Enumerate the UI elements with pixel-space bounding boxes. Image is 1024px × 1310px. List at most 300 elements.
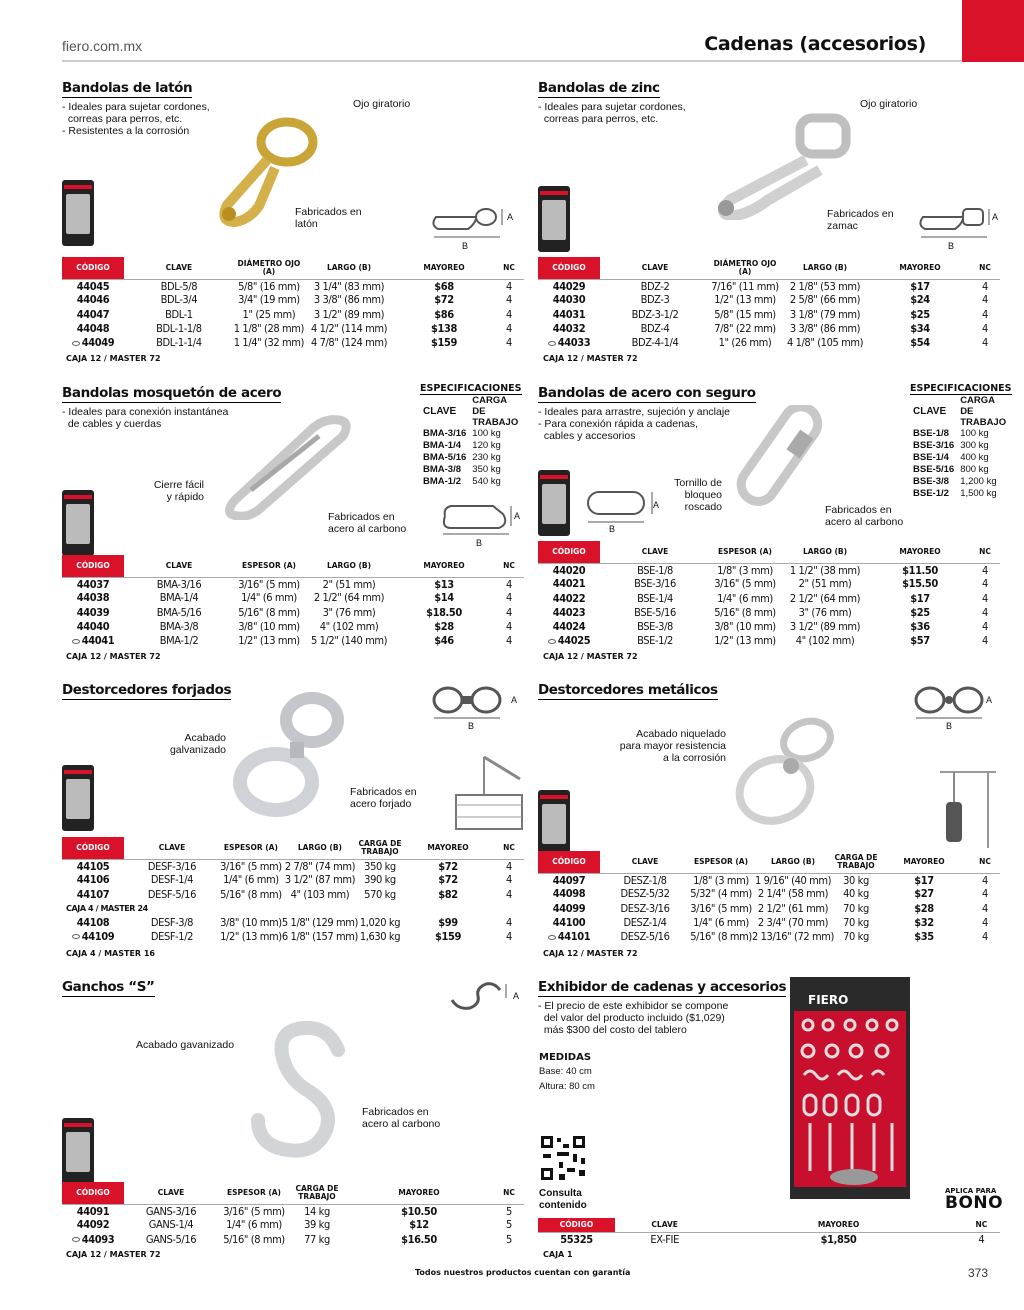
- table-cell: DESZ-5/32: [620, 887, 670, 901]
- text: Ideales para conexión instantánea: [68, 406, 229, 418]
- col-codigo: CÓDIGO: [538, 1218, 615, 1232]
- table-cell: 3" (76 mm): [322, 605, 376, 619]
- bono-caption: APLICA PARA: [945, 1187, 997, 1195]
- col-largo: LARGO (B): [297, 842, 342, 852]
- table-cell: 1/2" (13 mm): [220, 929, 282, 943]
- table-cell: 5 1/2" (140 mm): [310, 634, 388, 648]
- package-image: [62, 490, 94, 556]
- zinc-snap-image: [710, 110, 860, 220]
- table-cell: BMA-5/16: [423, 452, 467, 463]
- table-cell: 4: [506, 929, 512, 943]
- dim-b: B: [462, 241, 469, 251]
- table-cell: BMA-1/2: [159, 634, 199, 648]
- eye-icon[interactable]: [72, 934, 80, 939]
- label-fabricados: Fabricados en latón: [295, 206, 362, 230]
- col-codigo: CÓDIGO: [538, 541, 600, 563]
- table-cell: $17: [878, 873, 970, 887]
- eye-icon[interactable]: [72, 341, 80, 346]
- qr-code-icon[interactable]: [539, 1134, 587, 1182]
- table-cell: 6 1/8" (157 mm): [281, 929, 358, 943]
- table-cell: 4: [494, 577, 524, 591]
- medidas-title: MEDIDAS: [539, 1052, 592, 1063]
- table-cell: 44040: [76, 619, 110, 633]
- table-cell: 3/16" (5 mm): [218, 1204, 290, 1218]
- col-diametro: DIÁMETRO OJO (A): [237, 258, 301, 276]
- table-row[interactable]: [538, 279, 1000, 293]
- table-cell: 1,500 kg: [960, 488, 997, 499]
- table-cell: $32: [914, 915, 934, 929]
- table-cell: $72: [402, 859, 494, 873]
- table-cell: BDL-3/4: [160, 293, 198, 307]
- table-cell: 44092: [76, 1218, 110, 1232]
- col-largo: LARGO (B): [802, 262, 848, 272]
- dimension-diagram: [428, 203, 518, 251]
- table-cell: 390 kg: [364, 873, 396, 887]
- package-image: [538, 470, 570, 536]
- dim-a: A: [986, 695, 993, 705]
- table-cell: 77 kg: [304, 1232, 330, 1246]
- dim-a: A: [514, 511, 521, 521]
- table-cell: 4: [982, 577, 988, 591]
- table-row[interactable]: [62, 915, 524, 929]
- caja-info: CAJA 12 / MASTER 72: [66, 1250, 161, 1259]
- dimension-diagram: [446, 980, 510, 1014]
- text: 44109: [81, 929, 115, 943]
- table-cell: [538, 634, 600, 648]
- table-cell: 4: [982, 930, 988, 944]
- table-cell: 44045: [62, 279, 124, 293]
- table-cell: 2 13/16" (72 mm): [752, 930, 834, 944]
- eye-icon[interactable]: [72, 1237, 80, 1242]
- table-cell: 4: [970, 279, 1000, 293]
- table-cell: 1" (26 mm): [718, 336, 772, 350]
- label-fabricados: Fabricados en acero al carbono: [328, 511, 407, 535]
- table-row[interactable]: [62, 1218, 524, 1232]
- table-cell: DESF-3/8: [150, 915, 194, 929]
- table-cell: 4: [982, 321, 988, 335]
- table-cell: $82: [438, 887, 458, 901]
- table-row[interactable]: [538, 620, 1000, 634]
- table-cell: BMA-1/4: [423, 440, 462, 451]
- table-cell: CARGA DE TRABAJO: [472, 395, 519, 428]
- label-fabricados: Fabricados en acero al carbono: [825, 504, 904, 528]
- caja-info: CAJA 12 / MASTER 72: [66, 354, 161, 363]
- table-cell: 44106: [76, 873, 110, 887]
- table-cell: 44029: [538, 279, 600, 293]
- table-cell: BSE-1/8: [913, 428, 949, 439]
- table-cell: DESF-3/16: [124, 859, 220, 873]
- table-cell: 44023: [552, 605, 586, 619]
- table-cell: 4: [963, 1232, 1000, 1246]
- col-mayoreo: MAYOREO: [903, 856, 945, 866]
- dimension-diagram: [437, 500, 517, 538]
- table-cell: 44037: [62, 577, 124, 591]
- s-hook-image: [228, 1020, 358, 1160]
- table-row[interactable]: [538, 606, 1000, 620]
- col-mayoreo: MAYOREO: [398, 1187, 440, 1197]
- table-row[interactable]: [62, 1232, 524, 1246]
- dimension-diagram: [582, 488, 662, 528]
- table-cell: 2 1/2" (61 mm): [757, 901, 829, 915]
- table-cell: 2 1/2" (64 mm): [313, 591, 385, 605]
- page-title: Cadenas (accesorios): [704, 33, 926, 55]
- table-cell: 3/8" (10 mm): [220, 915, 282, 929]
- dimension-diagram: [912, 684, 996, 724]
- table-cell: 3/4" (19 mm): [238, 293, 300, 307]
- eye-icon[interactable]: [72, 639, 80, 644]
- bono-badge: BONO: [945, 1193, 1004, 1213]
- table-row[interactable]: [538, 563, 1000, 577]
- table-cell: $28: [434, 619, 454, 633]
- table-cell: 44038: [76, 591, 110, 605]
- table-cell: 4: [506, 873, 512, 887]
- table-cell: 70 kg: [843, 915, 869, 929]
- table-cell: $57: [910, 634, 930, 648]
- table-row[interactable]: [538, 322, 1000, 336]
- table-row[interactable]: [62, 577, 524, 591]
- text: 44093: [81, 1232, 115, 1246]
- caja-info: CAJA 1: [543, 1250, 573, 1259]
- table-cell: 1/4" (6 mm): [223, 873, 279, 887]
- page-number: 373: [968, 1266, 989, 1280]
- table-cell: 4 1/8" (105 mm): [786, 336, 864, 350]
- col-mayoreo: MAYOREO: [899, 546, 941, 556]
- col-carga: CARGA DE TRABAJO: [358, 838, 402, 856]
- col-clave: CLAVE: [158, 842, 186, 852]
- dim-a: A: [507, 212, 514, 222]
- section-destorcedores-forjados: [62, 681, 231, 700]
- table-cell: 2 3/4" (70 mm): [757, 915, 829, 929]
- table-cell: $24: [910, 293, 930, 307]
- text: El precio de este exhibidor se compone: [544, 1000, 729, 1012]
- table-cell: 120 kg: [472, 440, 501, 451]
- table-cell: 2 5/8" (66 mm): [789, 293, 861, 307]
- col-clave: CLAVE: [157, 1187, 185, 1197]
- dim-a: A: [511, 695, 518, 705]
- dim-a: A: [513, 991, 520, 1001]
- table-row[interactable]: [538, 873, 1000, 887]
- package-image: [62, 765, 94, 831]
- site-url[interactable]: fiero.com.mx: [62, 38, 143, 54]
- package-image: [538, 186, 570, 252]
- col-nc: NC: [503, 1187, 515, 1197]
- label-ojo: Ojo giratorio: [860, 98, 918, 110]
- col-nc: NC: [979, 262, 991, 272]
- table-cell: [62, 634, 124, 648]
- table-cell: $11.50: [870, 563, 970, 577]
- table-cell: 1 1/4" (32 mm): [233, 336, 304, 350]
- table-row[interactable]: [538, 916, 1000, 930]
- table-cell: 5/16" (8 mm): [690, 930, 752, 944]
- table-cell: [538, 336, 600, 350]
- table-cell: 3 1/2" (89 mm): [789, 620, 861, 634]
- table-cell: 3/8" (10 mm): [714, 620, 776, 634]
- text: más $300 del costo del tablero: [543, 1024, 687, 1036]
- header-rule: [62, 60, 962, 62]
- eye-icon[interactable]: [548, 341, 556, 346]
- table-cell: 44098: [552, 887, 586, 901]
- section-title: Bandolas de latón: [62, 80, 193, 96]
- table-cell: EX-FIE: [615, 1232, 714, 1246]
- consulta-label: Consulta contenido: [539, 1188, 587, 1211]
- label-acabado: Acabado gavanizado: [136, 1039, 235, 1051]
- table-cell: [62, 1232, 124, 1246]
- usage-illustration: [938, 770, 998, 850]
- table-cell: 1/4" (6 mm): [717, 591, 773, 605]
- table-cell: 44039: [76, 605, 110, 619]
- table-cell: 5: [494, 1204, 524, 1218]
- eye-icon[interactable]: [548, 639, 556, 644]
- table-row[interactable]: [538, 336, 1000, 350]
- table-cell: 7/8" (22 mm): [714, 321, 776, 335]
- table-cell: 44091: [62, 1204, 124, 1218]
- table-destorcedores-forjados: [62, 837, 524, 944]
- text: de cables y cuerdas: [67, 418, 162, 430]
- spec-title: ESPECIFICACIONES: [910, 383, 1012, 394]
- package-image: [538, 790, 570, 856]
- table-cell: 1/2" (13 mm): [714, 293, 776, 307]
- table-cell: 570 kg: [364, 887, 396, 901]
- table-cell: 4: [970, 873, 1000, 887]
- section-ganchos-s: [62, 978, 155, 997]
- text: Ideales para arrastre, sujeción y anclaje: [544, 406, 731, 418]
- dim-b: B: [476, 538, 483, 548]
- section-title: Destorcedores metálicos: [538, 682, 718, 698]
- table-cell: 3/8" (10 mm): [238, 619, 300, 633]
- table-row[interactable]: [62, 859, 524, 873]
- table-cell: $159: [431, 336, 457, 350]
- table-cell: 44032: [552, 321, 586, 335]
- table-cell: BMA-1/2: [423, 476, 462, 487]
- table-cell: $14: [434, 591, 454, 605]
- table-cell: 14 kg: [290, 1204, 344, 1218]
- table-cell: 350 kg: [358, 859, 402, 873]
- table-cell: $27: [914, 887, 934, 901]
- table-cell: 4: [506, 619, 512, 633]
- table-cell: 5/8" (15 mm): [714, 307, 776, 321]
- table-cell: 5/16" (8 mm): [220, 887, 282, 901]
- col-mayoreo: MAYOREO: [427, 842, 469, 852]
- table-bandolas-zinc: [538, 257, 1000, 350]
- table-cell: DESF-1/2: [150, 929, 194, 943]
- table-cell: 1 9/16" (40 mm): [752, 873, 834, 887]
- caja-info: CAJA 4 / MASTER 16: [66, 949, 155, 958]
- display-board-image: [790, 977, 910, 1199]
- section-title: Bandolas mosquetón de acero: [62, 385, 282, 401]
- eye-icon[interactable]: [548, 935, 556, 940]
- table-cell: $72: [434, 293, 454, 307]
- text: 44101: [557, 930, 591, 944]
- table-row[interactable]: [62, 605, 524, 619]
- table-cell: 4: [982, 293, 988, 307]
- label-ojo: Ojo giratorio: [353, 98, 411, 110]
- table-cell: 1/4" (6 mm): [226, 1218, 282, 1232]
- table-cell: 44108: [76, 915, 110, 929]
- table-cell: 1 1/8" (28 mm): [233, 321, 304, 335]
- table-cell: 3 1/8" (79 mm): [789, 307, 861, 321]
- table-cell: BSE-1/2: [637, 634, 673, 648]
- table-cell: BMA-3/8: [159, 619, 199, 633]
- table-cell: 1/8" (3 mm): [710, 563, 780, 577]
- label-acabado: Acabado niquelado para mayor resistencia a la corrosión: [619, 728, 726, 764]
- table-exhibidor: [538, 1218, 1000, 1246]
- table-ganchos-s: [62, 1182, 524, 1247]
- table-cell: $68: [394, 279, 494, 293]
- table-cell: BSE-1/8: [600, 563, 710, 577]
- table-cell: 4" (102 mm): [795, 634, 855, 648]
- table-cell: 4: [506, 915, 512, 929]
- table-row[interactable]: [62, 1204, 524, 1218]
- section-exhibidor: [538, 978, 786, 1036]
- table-bandolas-seguro: [538, 541, 1000, 648]
- table-cell: $35: [914, 930, 934, 944]
- table-cell: 2 1/4" (58 mm): [757, 887, 829, 901]
- table-cell: CARGA DE TRABAJO: [960, 395, 1007, 428]
- table-cell: $159: [435, 929, 461, 943]
- table-cell: 4: [506, 293, 512, 307]
- table-cell: BMA-5/16: [156, 605, 202, 619]
- table-row[interactable]: [62, 307, 524, 321]
- table-cell: $72: [438, 873, 458, 887]
- table-cell: $25: [910, 307, 930, 321]
- table-cell: 230 kg: [472, 452, 501, 463]
- table-cell: 44020: [538, 563, 600, 577]
- table-row[interactable]: [62, 293, 524, 307]
- col-nc: NC: [975, 1219, 988, 1229]
- col-diametro: DIÁMETRO OJO (A): [713, 258, 777, 276]
- table-cell: [62, 930, 124, 944]
- dim-b: B: [609, 524, 616, 534]
- table-cell: [538, 930, 600, 944]
- table-cell: BSE-3/8: [637, 620, 673, 634]
- table-cell: 3 1/4" (83 mm): [304, 279, 394, 293]
- table-row[interactable]: [538, 293, 1000, 307]
- table-row[interactable]: [538, 1232, 1000, 1246]
- table-row[interactable]: [62, 322, 524, 336]
- caja-info: CAJA 12 / MASTER 72: [543, 652, 638, 661]
- table-row[interactable]: [538, 930, 1000, 944]
- table-cell: GANS-1/4: [148, 1218, 194, 1232]
- table-cell: 5/16" (8 mm): [714, 605, 776, 619]
- table-cell: 4: [982, 591, 988, 605]
- label-acabado: Acabado galvanizado: [169, 732, 226, 756]
- table-row[interactable]: [62, 591, 524, 605]
- table-cell: 4: [506, 321, 512, 335]
- table-cell: 4" (102 mm): [319, 619, 379, 633]
- table-cell: $54: [910, 336, 930, 350]
- table-cell: $25: [910, 605, 930, 619]
- table-cell: 1,630 kg: [359, 929, 401, 943]
- table-cell: 5/8" (16 mm): [234, 279, 304, 293]
- table-cell: 55325: [538, 1232, 615, 1246]
- section-bandolas-seguro: [538, 384, 756, 442]
- table-row[interactable]: [62, 336, 524, 350]
- table-cell: 3" (76 mm): [798, 605, 852, 619]
- table-row[interactable]: [538, 887, 1000, 901]
- spec-table: [420, 383, 522, 488]
- col-codigo: CÓDIGO: [62, 555, 124, 577]
- dim-b: B: [468, 721, 475, 731]
- text: Ideales para sujetar cordones,: [68, 101, 210, 113]
- table-row[interactable]: [538, 577, 1000, 591]
- label-fabricados: Fabricados en acero al carbono: [362, 1106, 441, 1130]
- table-destorcedores-metalicos: [538, 851, 1000, 944]
- table-bandolas-mosqueton: [62, 555, 524, 648]
- table-cell: $10.50: [344, 1204, 494, 1218]
- table-cell: BDL-1-1/8: [156, 321, 202, 335]
- table-cell: 2 1/2" (64 mm): [789, 591, 861, 605]
- caja-info: CAJA 12 / MASTER 72: [543, 949, 638, 958]
- table-cell: BSE-5/16: [913, 464, 955, 475]
- table-cell: 44022: [552, 591, 586, 605]
- table-bandolas-laton: [62, 257, 524, 350]
- table-row[interactable]: [62, 634, 524, 648]
- table-cell: 1,020 kg: [359, 915, 401, 929]
- table-cell: 39 kg: [304, 1218, 330, 1232]
- feature-list: - Ideales para sujetar cordones, correas para perros, etc.: [538, 101, 686, 125]
- section-title: Destorcedores forjados: [62, 682, 232, 698]
- table-row[interactable]: [538, 634, 1000, 648]
- table-cell: 3 3/8" (86 mm): [313, 293, 385, 307]
- table-cell: 1/2" (13 mm): [714, 634, 776, 648]
- table-cell: 1/4" (6 mm): [241, 591, 297, 605]
- table-cell: $15.50: [902, 577, 938, 591]
- table-cell: 3/16" (5 mm): [234, 577, 304, 591]
- text: correas para perros, etc.: [543, 113, 659, 125]
- table-row[interactable]: [538, 307, 1000, 321]
- section-tab: [962, 0, 1024, 62]
- table-cell: 4 7/8" (124 mm): [310, 336, 388, 350]
- text: del valor del producto incluido ($1,029): [543, 1012, 725, 1024]
- table-row[interactable]: [62, 887, 524, 901]
- text: cables y accesorios: [543, 430, 636, 442]
- table-row[interactable]: [538, 901, 1000, 915]
- text: 44049: [81, 336, 115, 350]
- text: 44041: [81, 634, 115, 648]
- col-carga: CARGA DE TRABAJO: [295, 1183, 339, 1201]
- table-row[interactable]: [62, 279, 524, 293]
- table-cell: 4: [982, 336, 988, 350]
- table-row[interactable]: [62, 873, 524, 887]
- col-espesor: ESPESOR (A): [223, 842, 278, 852]
- table-cell: $138: [431, 321, 457, 335]
- table-cell: 40 kg: [843, 887, 869, 901]
- table-row[interactable]: [538, 591, 1000, 605]
- col-mayoreo: MAYOREO: [423, 262, 465, 272]
- table-cell: $12: [409, 1218, 429, 1232]
- table-cell: 300 kg: [960, 440, 989, 451]
- dim-b: B: [946, 721, 953, 731]
- table-cell: $17: [870, 279, 970, 293]
- section-bandolas-laton: [62, 79, 210, 137]
- table-cell: $46: [434, 634, 454, 648]
- col-carga: CARGA DE TRABAJO: [834, 852, 878, 870]
- table-row[interactable]: [62, 930, 524, 944]
- col-nc: NC: [979, 856, 991, 866]
- table-row[interactable]: [62, 620, 524, 634]
- col-codigo: CÓDIGO: [62, 837, 124, 859]
- col-mayoreo: MAYOREO: [899, 262, 941, 272]
- table-cell: GANS-5/16: [145, 1232, 197, 1246]
- spec-title: ESPECIFICACIONES: [420, 383, 522, 394]
- dimension-diagram: [430, 684, 514, 724]
- col-codigo: CÓDIGO: [538, 851, 600, 873]
- col-espesor: ESPESOR (A): [242, 560, 296, 570]
- usage-illustration: [450, 755, 526, 833]
- table-cell: 4: [494, 859, 524, 873]
- table-cell: 44105: [62, 859, 124, 873]
- table-cell: 44097: [538, 873, 600, 887]
